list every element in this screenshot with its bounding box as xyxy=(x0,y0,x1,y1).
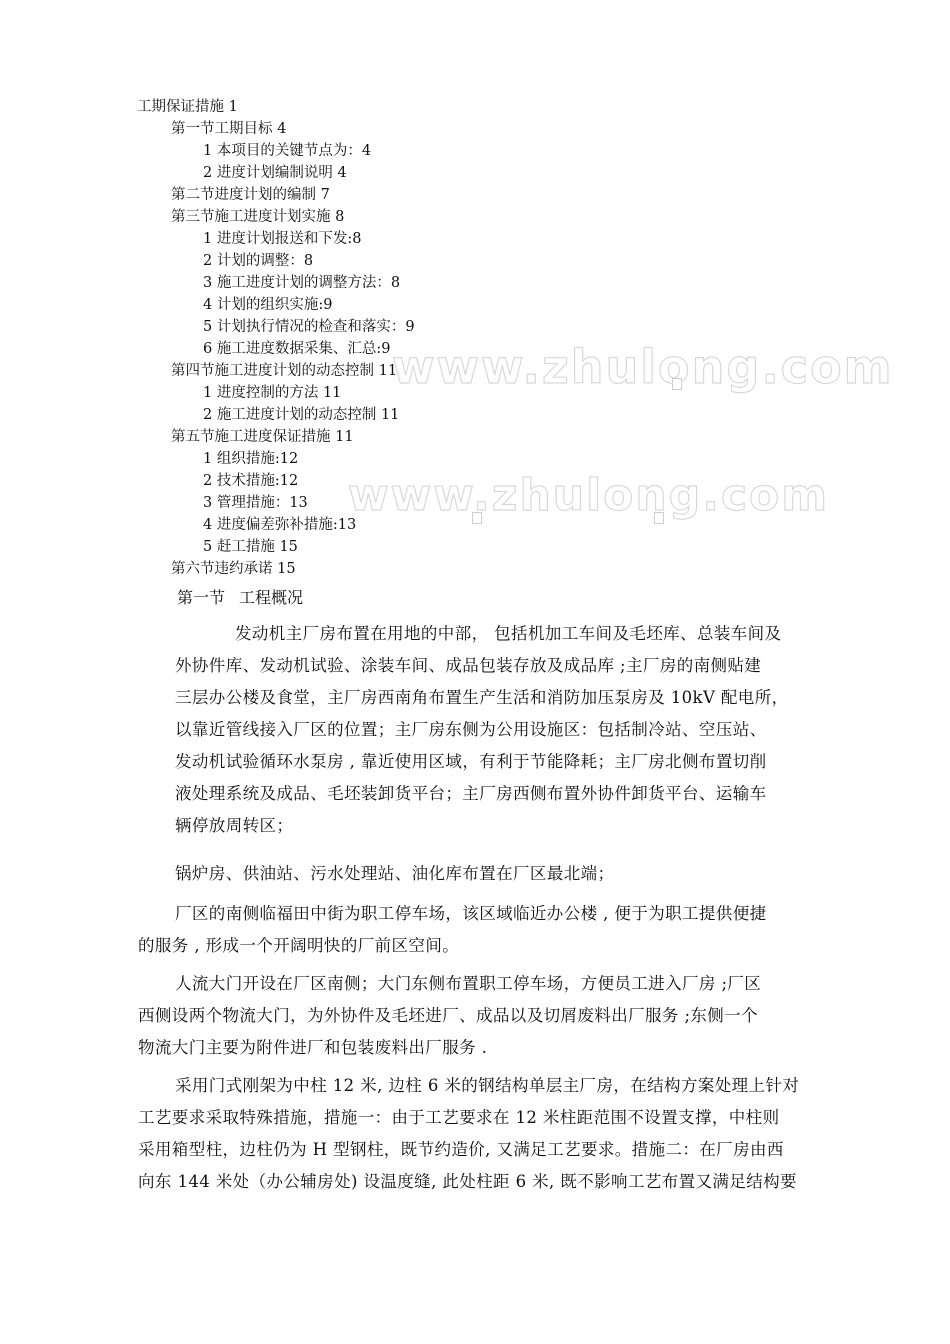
toc-subsection: 6 施工进度数据采集、汇总:9 xyxy=(203,341,391,357)
body-line: 厂区的南侧临福田中街为职工停车场，该区域临近办公楼 , 便于为职工提供便捷 xyxy=(175,904,767,923)
toc-section: 第三节施工进度计划实施 8 xyxy=(171,209,345,225)
toc-title: 工期保证措施 1 xyxy=(137,99,238,115)
toc-subsection: 1 进度计划报送和下发:8 xyxy=(203,231,362,247)
watermark-artifact xyxy=(672,378,682,390)
section-heading xyxy=(177,588,303,608)
body-line: 辆停放周转区； xyxy=(175,816,294,835)
body-line: 的服务 , 形成一个开阔明快的厂前区空间。 xyxy=(138,936,460,955)
toc-subsection: 5 计划执行情况的检查和落实：9 xyxy=(203,319,415,335)
toc-subsection: 1 组织措施:12 xyxy=(203,451,299,467)
body-line: 采用门式刚架为中柱 12 米, 边柱 6 米的钢结构单层主厂房，在结构方案处理上针对 xyxy=(175,1076,800,1095)
body-line: 发动机试验循环水泵房 , 靠近使用区域，有利于节能降耗；主厂房北侧布置切削 xyxy=(175,752,767,771)
toc-subsection: 2 施工进度计划的动态控制 11 xyxy=(203,407,400,423)
toc-subsection: 1 进度控制的方法 11 xyxy=(203,385,342,401)
toc-section: 第五节施工进度保证措施 11 xyxy=(171,429,354,445)
body-line: 向东 144 米处（办公辅房处) 设温度缝, 此处柱距 6 米, 既不影响工艺布置又满足结构要 xyxy=(138,1172,797,1191)
toc-subsection: 3 施工进度计划的调整方法：8 xyxy=(203,275,401,291)
body-line: 液处理系统及成品、毛坯装卸货平台；主厂房西侧布置外协件卸货平台、运输车 xyxy=(175,784,767,803)
toc-subsection: 4 计划的组织实施:9 xyxy=(203,297,333,313)
watermark-text: www.zhulong.com xyxy=(392,340,894,394)
toc-subsection: 2 计划的调整：8 xyxy=(203,253,314,269)
watermark-artifact xyxy=(472,512,482,524)
toc-section: 第一节工期目标 4 xyxy=(171,121,287,137)
body-line: 工艺要求采取特殊措施，措施一：由于工艺要求在 12 米柱距范围不设置支撑，中柱则 xyxy=(138,1108,780,1127)
watermark-text: www.zhulong.com xyxy=(348,470,830,521)
body-line: 外协件库、发动机试验、涂装车间、成品包装存放及成品库 ;主厂房的南侧贴建 xyxy=(175,656,762,675)
section-title: 工程概况 xyxy=(239,588,304,607)
toc-subsection: 2 技术措施:12 xyxy=(203,473,299,489)
toc-subsection: 5 赶工措施 15 xyxy=(203,539,298,555)
toc-section: 第六节违约承诺 15 xyxy=(171,561,296,577)
body-line: 物流大门主要为附件进厂和包装废料出厂服务 . xyxy=(138,1038,488,1057)
body-line: 西侧设两个物流大门，为外协件及毛坯进厂、成品以及切屑废料出厂服务 ;东侧一个 xyxy=(138,1006,759,1025)
toc-section: 第四节施工进度计划的动态控制 11 xyxy=(171,363,398,379)
body-line: 发动机主厂房布置在用地的中部， 包括机加工车间及毛坯库、总装车间及 xyxy=(235,624,782,643)
toc-subsection: 3 管理措施：13 xyxy=(203,495,308,511)
toc-subsection: 1 本项目的关键节点为：4 xyxy=(203,143,372,159)
section-number: 第一节 xyxy=(177,588,226,607)
body-line: 以靠近管线接入厂区的位置；主厂房东侧为公用设施区：包括制冷站、空压站、 xyxy=(175,720,767,739)
toc-subsection: 2 进度计划编制说明 4 xyxy=(203,165,347,181)
toc-subsection: 4 进度偏差弥补措施:13 xyxy=(203,517,357,533)
toc-section: 第二节进度计划的编制 7 xyxy=(171,187,330,203)
body-line: 锅炉房、供油站、污水处理站、油化库布置在厂区最北端； xyxy=(175,864,615,883)
body-line: 采用箱型柱，边柱仍为 H 型钢柱，既节约造价, 又满足工艺要求。措施二：在厂房由西 xyxy=(138,1140,784,1159)
body-line: 人流大门开设在厂区南侧；大门东侧布置职工停车场，方便员工进入厂房 ;厂区 xyxy=(175,974,762,993)
watermark-artifact xyxy=(654,512,664,524)
body-line: 三层办公楼及食堂，主厂房西南角布置生产生活和消防加压泵房及 10kV 配电所， xyxy=(175,688,789,707)
